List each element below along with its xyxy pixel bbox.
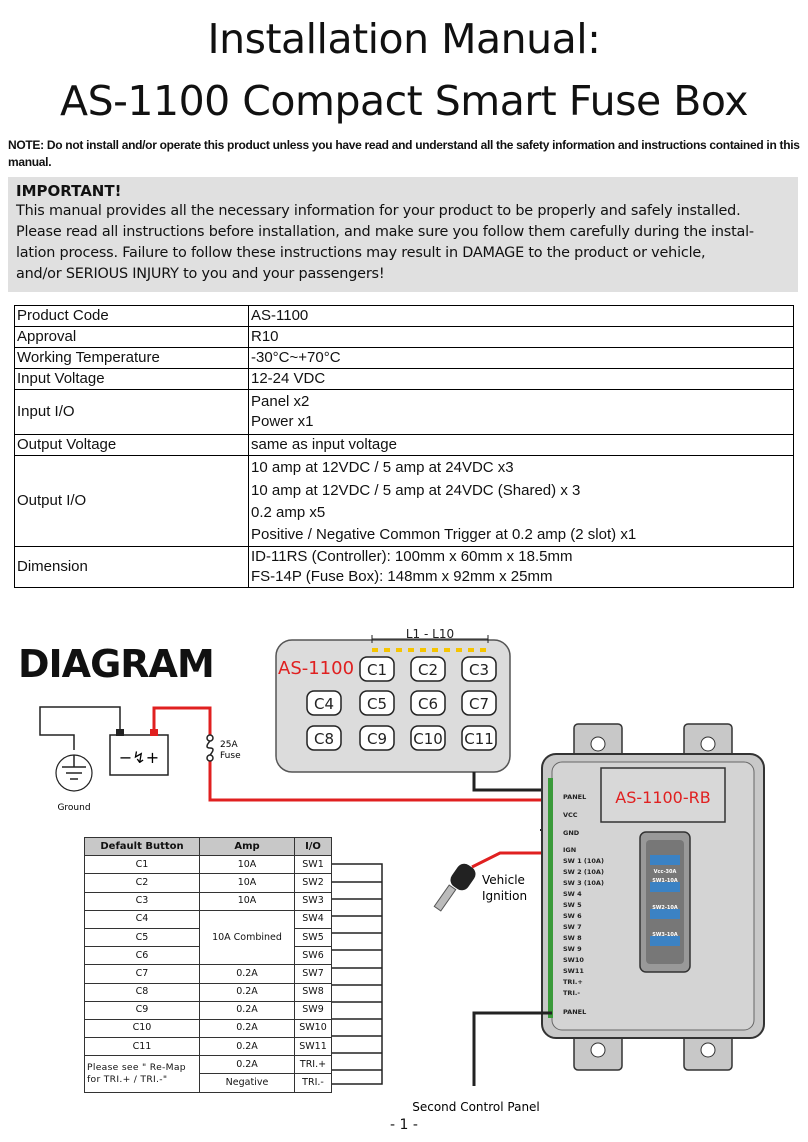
ground-icon <box>56 755 92 791</box>
io-cell: SW5 <box>295 928 332 946</box>
spec-value <box>249 456 794 547</box>
fuse-box <box>542 724 764 1070</box>
second-panel-label: Second Control Panel <box>412 1100 540 1114</box>
amp-cell: 0.2A <box>200 1001 295 1019</box>
important-line: lation process. Failure to follow these instructions may result in DAMAGE to the product or vehicle, <box>16 245 706 261</box>
spec-table <box>14 305 794 588</box>
spec-value-line: 0.2 amp x5 <box>251 504 326 521</box>
ignition-wire <box>472 853 552 867</box>
spec-key: Product Code <box>15 306 249 327</box>
panel-cable <box>474 772 552 790</box>
io-cell: SW6 <box>295 947 332 965</box>
table-row <box>85 856 332 874</box>
spec-value: -30°C~+70°C <box>249 348 794 369</box>
fuse-slot-label: SW2-10A <box>652 905 678 911</box>
panel-button-label: C5 <box>366 695 388 713</box>
io-cell: SW11 <box>295 1038 332 1056</box>
io-cell: TRI.- <box>295 1074 332 1092</box>
button-cell: C11 <box>85 1038 200 1056</box>
amp-cell: 0.2A <box>200 1056 295 1074</box>
amp-cell: 10A <box>200 856 295 874</box>
spec-row <box>15 306 794 327</box>
spec-value-line: Positive / Negative Common Trigger at 0.2 amp (2 slot) x1 <box>251 526 637 543</box>
table-row <box>85 1056 332 1074</box>
panel-button-label: C2 <box>417 661 439 679</box>
io-cell: SW10 <box>295 1019 332 1037</box>
spec-value-line: Power x1 <box>251 413 314 430</box>
important-line: This manual provides all the necessary information for your product to be properly and safely installed. <box>16 203 741 219</box>
second-panel-cable <box>474 1013 552 1086</box>
spec-value-line: ID-11RS (Controller): 100mm x 60mm x 18.5mm <box>251 548 573 565</box>
panel-button-label: C1 <box>366 661 388 679</box>
spec-key: Working Temperature <box>15 348 249 369</box>
button-cell: C7 <box>85 965 200 983</box>
table-row <box>85 1038 332 1056</box>
led-range-label: L1 - L10 <box>405 627 455 641</box>
button-cell: C3 <box>85 892 200 910</box>
ignition-label: Vehicle <box>482 873 525 887</box>
control-panel <box>276 627 510 772</box>
spec-key: Output Voltage <box>15 435 249 456</box>
amp-cell: Negative <box>200 1074 295 1092</box>
spec-row <box>15 435 794 456</box>
ignition-label: Ignition <box>482 889 528 903</box>
header-cell: Amp <box>200 838 295 856</box>
panel-button-label: C9 <box>366 730 388 748</box>
output-wires <box>332 864 382 1084</box>
remap-note: Please see " Re-Map for TRI.+ / TRI.-" <box>85 1056 200 1092</box>
amp-cell: 0.2A <box>200 965 295 983</box>
amp-cell: 10A Combined <box>200 910 295 965</box>
io-cell: SW3 <box>295 892 332 910</box>
panel-label: AS-1100 <box>278 658 355 679</box>
amp-cell: 0.2A <box>200 983 295 1001</box>
panel-button-label: C8 <box>313 730 335 748</box>
pin-label: IGN <box>563 846 577 854</box>
table-row <box>85 1019 332 1037</box>
pin-label: TRI.- <box>563 989 581 997</box>
table-row <box>85 983 332 1001</box>
spec-row <box>15 547 794 588</box>
spec-value-line: Panel x2 <box>251 393 310 410</box>
panel-button-label: C3 <box>468 661 490 679</box>
table-row <box>85 1001 332 1019</box>
pin-label: SW 6 <box>563 912 582 920</box>
pin-label: SW 7 <box>563 923 582 931</box>
io-cell: SW1 <box>295 856 332 874</box>
button-cell: C10 <box>85 1019 200 1037</box>
pin-label: SW 5 <box>563 901 582 909</box>
spec-row <box>15 456 794 547</box>
spec-value-line: 10 amp at 12VDC / 5 amp at 24VDC (Shared) x 3 <box>251 482 581 499</box>
fuse-slot-label: SW3-10A <box>652 932 678 938</box>
power-wire <box>154 708 210 736</box>
panel-button-label: C10 <box>413 730 443 748</box>
fuse-icon <box>207 735 213 761</box>
amp-cell: 10A <box>200 892 295 910</box>
io-cell: TRI.+ <box>295 1056 332 1074</box>
diagram-heading: DIAGRAM <box>18 642 214 686</box>
pin-label: GND <box>563 829 580 837</box>
svg-text:−↯+: −↯+ <box>118 748 160 767</box>
spec-key: Input Voltage <box>15 369 249 390</box>
spec-key: Input I/O <box>15 390 249 435</box>
pin-label: SW 8 <box>563 934 582 942</box>
header-cell: I/O <box>295 838 332 856</box>
spec-key: Approval <box>15 327 249 348</box>
spec-row <box>15 348 794 369</box>
button-cell: C1 <box>85 856 200 874</box>
button-table <box>84 837 332 1093</box>
ground-label: Ground <box>57 803 91 813</box>
important-line: and/or SERIOUS INJURY to you and your passengers! <box>16 266 385 282</box>
spec-value: same as input voltage <box>249 435 794 456</box>
fuse-slot-label: SW1-10A <box>652 878 678 884</box>
panel-button-label: C6 <box>417 695 439 713</box>
io-cell: SW7 <box>295 965 332 983</box>
table-row <box>85 874 332 892</box>
panel-button-label: C11 <box>464 730 494 748</box>
table-row <box>85 965 332 983</box>
important-box <box>8 177 798 292</box>
io-cell: SW9 <box>295 1001 332 1019</box>
pin-label: VCC <box>563 811 578 819</box>
pin-label: TRI.+ <box>563 978 583 986</box>
table-row <box>85 892 332 910</box>
pin-label: SW 2 (10A) <box>563 868 604 876</box>
key-icon <box>434 861 478 911</box>
battery-icon <box>110 729 168 775</box>
panel-button-label: C7 <box>468 695 490 713</box>
important-line: Please read all instructions before installation, and make sure you follow them carefully during the instal- <box>16 224 754 240</box>
amp-cell: 0.2A <box>200 1019 295 1037</box>
button-cell: C6 <box>85 947 200 965</box>
fuse-label: Fuse <box>220 751 241 761</box>
table-row <box>85 910 332 928</box>
fuse-slot-label: Vcc-30A <box>653 869 677 875</box>
safety-note: NOTE: Do not install and/or operate this product unless you have read and understand all the safety information and instructions contained in this manual. <box>8 138 800 169</box>
title-line-1: Installation Manual: <box>207 15 601 63</box>
button-table-header <box>85 838 332 856</box>
pin-label: SW11 <box>563 967 584 975</box>
header-cell: Default Button <box>85 838 200 856</box>
spec-row <box>15 327 794 348</box>
spec-row <box>15 390 794 435</box>
spec-value: R10 <box>249 327 794 348</box>
io-cell: SW8 <box>295 983 332 1001</box>
spec-row <box>15 369 794 390</box>
spec-value-line: 10 amp at 12VDC / 5 amp at 24VDC x3 <box>251 459 514 476</box>
pin-label: SW 9 <box>563 945 582 953</box>
amp-cell: 0.2A <box>200 1038 295 1056</box>
important-heading: IMPORTANT! <box>16 182 122 200</box>
fuse-box-label: AS-1100-RB <box>615 788 711 807</box>
ground-wire <box>40 707 120 750</box>
spec-value: AS-1100 <box>249 306 794 327</box>
spec-value <box>249 547 794 588</box>
button-cell: C8 <box>85 983 200 1001</box>
pin-label: PANEL <box>563 1008 587 1016</box>
fuse-amp-label: 25A <box>220 740 238 750</box>
spec-key: Output I/O <box>15 456 249 547</box>
panel-button-label: C4 <box>313 695 335 713</box>
spec-value: 12-24 VDC <box>249 369 794 390</box>
button-cell: C2 <box>85 874 200 892</box>
pin-label: SW 3 (10A) <box>563 879 604 887</box>
button-cell: C9 <box>85 1001 200 1019</box>
io-cell: SW2 <box>295 874 332 892</box>
io-cell: SW4 <box>295 910 332 928</box>
pin-label: SW 1 (10A) <box>563 857 604 865</box>
button-cell: C4 <box>85 910 200 928</box>
spec-value <box>249 390 794 435</box>
pin-label: PANEL <box>563 793 587 801</box>
page-number: - 1 - <box>390 1117 418 1133</box>
spec-value-line: FS-14P (Fuse Box): 148mm x 92mm x 25mm <box>251 568 553 585</box>
amp-cell: 10A <box>200 874 295 892</box>
title-line-2: AS-1100 Compact Smart Fuse Box <box>60 77 748 125</box>
spec-key: Dimension <box>15 547 249 588</box>
pin-label: SW10 <box>563 956 584 964</box>
button-cell: C5 <box>85 928 200 946</box>
pin-label: SW 4 <box>563 890 582 898</box>
